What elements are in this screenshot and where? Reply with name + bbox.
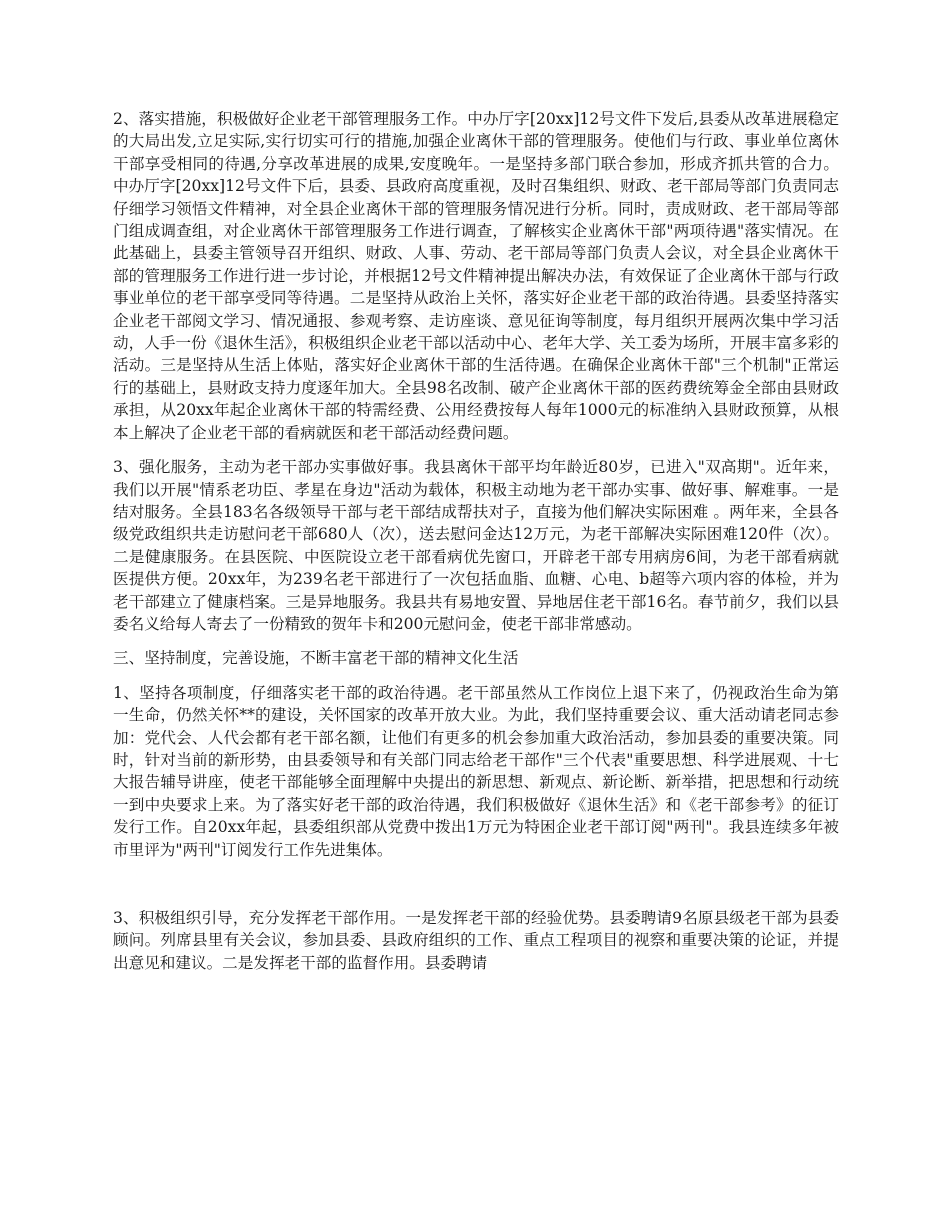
paragraph-measures: 2、落实措施，积极做好企业老干部管理服务工作。中办厅字[20xx]12号文件下发后,县委从改革进展稳定的大局出发,立足实际,实行切实可行的措施,加强企业离休干部的管理服务。使他们与行政、事业单位离休干部享受相同的待遇,分享改革进展的成果,安度晚年。一是坚持多部门联合参加，形成齐抓共管的合力。中办厅字[20xx]12号文件下后，县委、县政府高度重视，及时召集组织、财政、老干部局等部门负责同志仔细学习领悟文件精神，对全县企业离休干部的管理服务情况进行分析。同时，责成财政、老干部局等部门组成调查组，对企业离休干部管理服务工作进行调查，了解核实企业离休干部"两项待遇"落实情况。在此基础上，县委主管领导召开组织、财政、人事、劳动、老干部局等部门负责人会议，对全县企业离休干部的管理服务工作进行进一步讨论，并根据12号文件精神提出解决办法，有效保证了企业离休干部与行政事业单位的老干部享受同等待遇。二是坚持从政治上关怀，落实好企业老干部的政治待遇。县委坚持落实企业老干部阅文学习、情况通报、参观考察、走访座谈、意见征询等制度，每月组织开展两次集中学习活动，人手一份《退休生活》，积极组织企业老干部以活动中心、老年大学、关工委为场所，开展丰富多彩的活动。三是坚持从生活上体贴，落实好企业离休干部的生活待遇。在确保企业离休干部"三个机制"正常运行的基础上，县财政支持力度逐年加大。全县98名改制、破产企业离休干部的医药费统筹金全部由县财政承担，从20xx年起企业离休干部的特需经费、公用经费按每人每年1000元的标准纳入县财政预算，从根本上解决了企业老干部的看病就医和老干部活动经费问题。 xyxy=(113,110,839,442)
paragraph-services: 3、强化服务，主动为老干部办实事做好事。我县离休干部平均年龄近80岁，已进入"双高期"。近年来，我们以开展"情系老功臣、孝星在身边"活动为载体，积极主动地为老干部办实事、做好事、解难事。一是结对服务。全县183名各级领导干部与老干部结成帮扶对子，直接为他们解决实际困难 。两年来，全县各级党政组织共走访慰问老干部680人（次），送去慰问金达12万元，为老干部解决实际困难120件（次）。二是健康服务。在县医院、中医院设立老干部看病优先窗口，开辟老干部专用病房6间，为老干部看病就医提供方便。20xx年，为239名老干部进行了一次包括血脂、血糖、心电、b超等六项内容的体检，并为老干部建立了健康档案。三是异地服务。我县共有易地安置、异地居住老干部16名。春节前夕，我们以县委名义给每人寄去了一份精致的贺年卡和200元慰问金，使老干部非常感动。 xyxy=(113,458,839,633)
paragraph-gap xyxy=(113,873,839,907)
section-heading: 三、坚持制度，完善设施，不断丰富老干部的精神文化生活 xyxy=(113,649,519,668)
document-body xyxy=(113,108,839,986)
paragraph-guidance: 3、积极组织引导，充分发挥老干部作用。一是发挥老干部的经验优势。县委聘请9名原县级老干部为县委顾问。列席县里有关会议，参加县委、县政府组织的工作、重点工程项目的视察和重要决策的论证，并提出意见和建议。二是发挥老干部的监督作用。县委聘请 xyxy=(113,909,839,972)
paragraph-systems: 1、坚持各项制度，仔细落实老干部的政治待遇。老干部虽然从工作岗位上退下来了，仍视政治生命为第一生命，仍然关怀**的建设，关怀国家的改革开放大业。为此，我们坚持重要会议、重大活动请老同志参加：党代会、人代会都有老干部名额，让他们有更多的机会参加重大政治活动，参加县委的重要决策。同时，针对当前的新形势，由县委领导和有关部门同志给老干部作"三个代表"重要思想、科学进展观、十七大报告辅导讲座，使老干部能够全面理解中央提出的新思想、新观点、新论断、新举措，把思想和行动统一到中央要求上来。为了落实好老干部的政治待遇，我们积极做好《退休生活》和《老干部参考》的征订发行工作。自20xx年起，县委组织部从党费中拨出1万元为特困企业老干部订阅"两刊"。我县连续多年被市里评为"两刊"订阅发行工作先进集体。 xyxy=(113,683,839,859)
